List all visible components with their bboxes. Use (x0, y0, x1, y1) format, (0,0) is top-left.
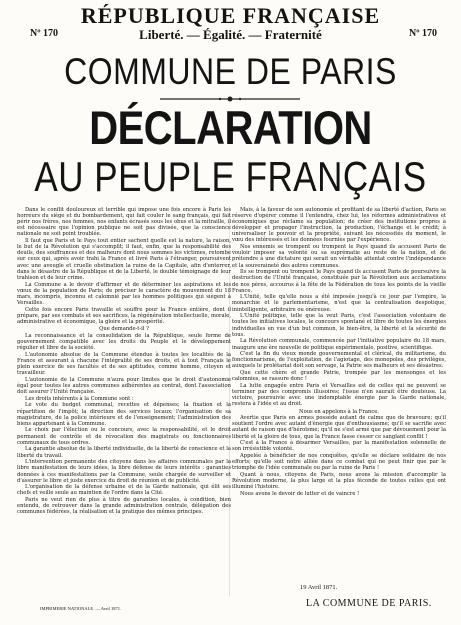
paragraph: Il faut que Paris et le Pays tout entier sachent quelle est la nature, la raison, le but de la Révolution qui s'accomplit; il faut, enfin, que la responsabilité des deuils, des souffrances et des malheurs dont nous sommes les victimes, retombe sur ceux qui, après avoir trahi la France et livré Paris à l'étranger, poursuivent avec une aveugle et cruelle obstination la ruine de la Capitale, afin d'enterrer, dans le désastre de la République et de la Liberté, le double témoignage de leur trahison et de leur crime. (17, 238, 231, 281)
paragraph: Les droits inhérents à la Commune sont : (25, 395, 134, 402)
commune-heading: COMMUNE DE PARIS (64, 50, 397, 93)
republic-heading: RÉPUBLIQUE FRANÇAISE (80, 3, 381, 28)
paragraph: Que cette chère et grande Patrie, trompée par les mensonges et les calomnies, se rassure donc ! (232, 370, 446, 383)
paragraph: Dans le conflit douloureux et terrible qui impose une fois encore à Paris les horreurs du siège et du bombardement, qui fait couler le sang français, qui fait périr nos frères, nos femmes, nos enfants écrasés sous les obus et la mitraille, il est nécessaire que l'opinion publique ne soit pas divisée, que la conscience nationale ne soit point troublée. (17, 207, 231, 238)
paragraph: Nos ennemis se trompent ou trompent le Pays quand ils accusent Paris de vouloir imposer sa volonté ou sa suprématie au reste de la nation, et de prétendre à une dictature qui serait un véritable attentat contre l'indépendance et la souveraineté des autres communes. (232, 244, 446, 269)
paragraph: Appelée à bénéficier de nos conquêtes, qu'elle se déclare solidaire de nos efforts; qu'elle soit notre alliée dans ce combat qui ne peut finir que par le triomphe de l'idée communale ou par la ruine de Paris ! (232, 453, 446, 472)
ornament-divider (155, 95, 305, 103)
paragraph: La garantie absolue de la liberté individuelle, de la liberté de conscience et la liberté du travail. (17, 446, 231, 459)
peuple-heading: AU PEUPLE FRANÇAIS (34, 153, 427, 201)
paragraph: C'est la fin du vieux monde gouvernemental et clérical, du militarisme, du fonctionnarisme, de l'exploitation, de l'agiotage, des monopoles, des privilèges, auxquels le prolétariat doit son servage, la Patrie ses malheurs et ses désastres. (232, 351, 446, 370)
paragraph: L'autonomie de la Commune n'aura pour limites que le droit d'autonomie égal pour toutes les autres communes adhérentes au contrat, dont l'association doit assurer l'Unité française. (17, 376, 231, 395)
paragraph: La reconnaissance et la consolidation de la République, seule forme de gouvernement compatible avec les droits du Peuple et le développement régulier et libre de la société. (17, 332, 231, 351)
date: 19 Avril 1871. (300, 584, 338, 591)
paragraph: Avertie que Paris en armes possède autant de calme que de bravoure; qu'il soutient l'ordre avec autant d'énergie que d'enthousiasme; qu'il se sacrifie avec autant de raison que d'héroïsme; qu'il ne s'est armé que par dévouement pour la liberté et la gloire de tous, que la France fasse cesser ce sanglant conflit ! (232, 415, 446, 440)
paragraph: Paris ne veut rien de plus à titre de garanties locales, à condition, bien entendu, de retrouver dans la grande administration centrale, délégation des communes fédérées, la réalisation et la pratique des mêmes principes. (17, 497, 231, 516)
paragraph: L'intervention permanente des citoyens dans les affaires communales par la libre manifestation de leurs idées, la libre défense de leurs intérêts : garanties données à ces manifestations par la Commune, seule chargée de surveiller et d'assurer le libre et juste exercice du droit de réunion et de publicité. (17, 459, 231, 484)
poster-number-left: Nº 170 (30, 28, 59, 39)
paragraph: L'organisation de la défense urbaine et de la Garde nationale, qui élit ses chefs et veille seule au maintien de l'ordre dans la Cité. (17, 484, 231, 497)
left-column (17, 207, 231, 516)
paragraph: L'Unité, telle qu'elle nous a été imposée jusqu'à ce jour par l'empire, la monarchie et le parlementarisme, n'est que la centralisation despotique, inintelligente, arbitraire ou onéreuse. (232, 294, 446, 313)
paragraph: La Révolution communale, commencée par l'initiative populaire du 18 mars, inaugure une ère nouvelle de politique expérimentale, positive, scientifique. (232, 338, 446, 351)
right-column (232, 207, 446, 498)
poster-number-right: Nº 170 (408, 28, 437, 39)
paragraph: Le choix par l'élection ou le concours, avec la responsabilité, et le droit permanent de contrôle et de révocation des magistrats ou fonctionnaires communaux de tous ordres. (17, 427, 231, 446)
paragraph: L'autonomie absolue de la Commune étendue à toutes les localités de la France et assurant à chacune l'intégralité de ses droits, et à tout Français le plein exercice de ses facultés et de ses aptitudes, comme homme, citoyen et travailleur. (17, 351, 231, 376)
paragraph: La lutte engagée entre Paris et Versailles est de celles qui ne peuvent se terminer par des compromis illusoires; l'issue n'en saurait être douteuse. La victoire, poursuivie avec une indomptable énergie par la Garde nationale, restera à l'idée et au droit. (232, 383, 446, 408)
paragraph: La Commune a le devoir d'affirmer et de déterminer les aspirations et les vœux de la population de Paris; de préciser le caractère du mouvement du 18 mars, incompris, inconnu et calomnié par les hommes politiques qui siègent à Versailles. (17, 281, 231, 306)
paragraph: Cette fois encore Paris travaille et souffre pour la France entière, dont il prépare, par ses combats et ses sacrifices, la régénération intellectuelle, morale, administrative et économique, la gloire et la prospérité. (17, 306, 231, 325)
paragraph: Nous en appelons à la France. (299, 408, 379, 415)
paragraph: Ils se trompent ou trompent le Pays quand ils accusent Paris de poursuivre la destruction de l'Unité française, constituée par la Révolution aux acclamations de nos pères, accourus à la fête de la Fédération de tous les points de la vieille France. (232, 269, 446, 294)
motto: Liberté. — Égalité. — Fraternité (139, 27, 322, 42)
paragraph: Nous avons le devoir de lutter et de vaincre ! (240, 491, 360, 498)
paragraph: Mais, à la faveur de son autonomie et profitant de sa liberté d'action, Paris se réserve d'opérer comme il l'entendra, chez lui, les réformes administratives et économiques que réclame sa population; de créer des institutions propres à développer et propager l'instruction, la production, l'échange et le crédit; à universaliser le pouvoir et la propriété, suivant les nécessités du moment, le vœu des intéressés et les données fournies par l'expérience. (232, 207, 446, 244)
declaration-title: DÉCLARATION (89, 102, 372, 155)
paragraph: Le vote du budget communal, recettes et dépenses; la fixation et la répartition de l'impôt; la direction des services locaux; l'organisation de sa magistrature, de la police intérieure et de l'enseignement; l'administration des biens appartenant à la Commune. (17, 402, 231, 427)
paragraph: L'Unité politique, telle que la veut Paris, c'est l'association volontaire de toutes les initiatives locales, le concours spontané et libre de toutes les énergies individuelles en vue d'un but commun, le bien-être, la liberté et la sécurité de tous. (232, 313, 446, 338)
paragraph: Quant à nous, citoyens de Paris, nous avons la mission d'accomplir la Révolution moderne, la plus large et la plus féconde de toutes celles qui ont illuminé l'histoire. (232, 472, 446, 491)
paragraph: Que demande-t-il ? (99, 325, 149, 332)
signature: LA COMMUNE DE PARIS. (306, 598, 432, 609)
paragraph: C'est à la France à désarmer Versailles, par la manifestation solennelle de son irrésistible volonté. (232, 440, 446, 453)
printer-imprint: IMPRIMERIE NATIONALE. — Avril 1871. (40, 606, 122, 611)
